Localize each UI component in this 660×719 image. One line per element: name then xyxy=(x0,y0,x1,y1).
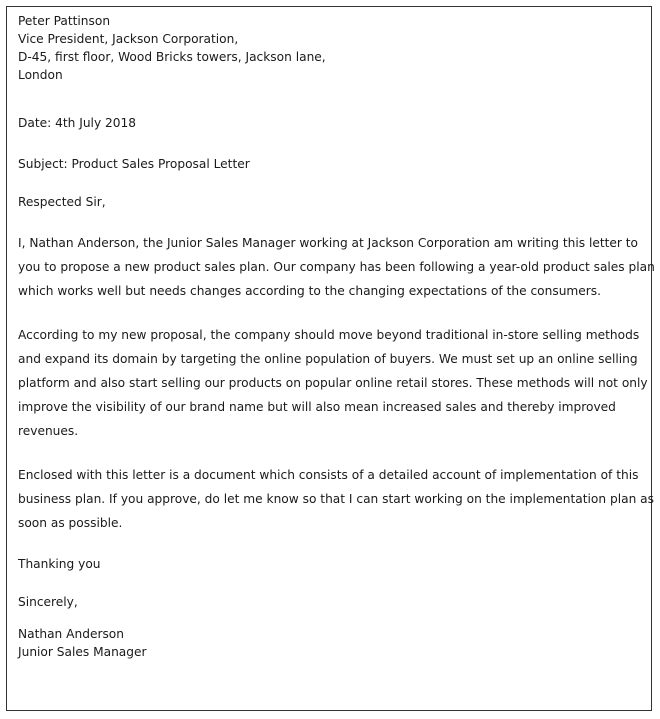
recipient-address-line-2: London xyxy=(18,68,63,82)
sender-signature-block xyxy=(18,625,646,661)
letter-thanks xyxy=(18,555,646,573)
letter-closing xyxy=(18,593,646,611)
sender-title: Junior Sales Manager xyxy=(18,645,147,659)
salutation-text: Respected Sir, xyxy=(18,195,106,209)
paragraph-1 xyxy=(18,231,655,303)
paragraph-2-line: revenues. xyxy=(18,424,79,438)
recipient-address-line-1: D-45, first floor, Wood Bricks towers, Jackson lane, xyxy=(18,50,326,64)
paragraph-3-line: Enclosed with this letter is a document which consists of a detailed account of implementation of this xyxy=(18,468,639,482)
date-text: Date: 4th July 2018 xyxy=(18,116,137,130)
letter-date xyxy=(18,114,646,132)
paragraph-2-line: platform and also start selling our products on popular online retail stores. These methods will not only xyxy=(18,376,648,390)
paragraph-2-line: According to my new proposal, the company should move beyond traditional in-store selling methods xyxy=(18,328,640,342)
sender-name: Nathan Anderson xyxy=(18,627,124,641)
paragraph-3-line: soon as possible. xyxy=(18,516,123,530)
paragraph-1-line: you to propose a new product sales plan. Our company has been following a year-old product sales plan xyxy=(18,260,655,274)
letter-salutation xyxy=(18,193,646,211)
letter-frame xyxy=(6,6,655,711)
thanks-text: Thanking you xyxy=(18,557,101,571)
subject-text: Subject: Product Sales Proposal Letter xyxy=(18,157,250,171)
recipient-address xyxy=(18,12,646,84)
paragraph-1-line: which works well but needs changes according to the changing expectations of the consumers. xyxy=(18,284,602,298)
letter-body xyxy=(18,12,655,661)
paragraph-3 xyxy=(18,463,654,535)
closing-text: Sincerely, xyxy=(18,595,78,609)
recipient-name: Peter Pattinson xyxy=(18,14,111,28)
paragraph-2 xyxy=(18,323,646,443)
paragraph-2-line: improve the visibility of our brand name but will also mean increased sales and thereby improved xyxy=(18,400,616,414)
paragraph-2-line: and expand its domain by targeting the online population of buyers. We must set up an online selling xyxy=(18,352,638,366)
paragraph-3-line: business plan. If you approve, do let me know so that I can start working on the implementation plan as xyxy=(18,492,654,506)
paragraph-1-line: I, Nathan Anderson, the Junior Sales Manager working at Jackson Corporation am writing this letter to xyxy=(18,236,639,250)
recipient-title: Vice President, Jackson Corporation, xyxy=(18,32,239,46)
letter-subject xyxy=(18,155,646,173)
